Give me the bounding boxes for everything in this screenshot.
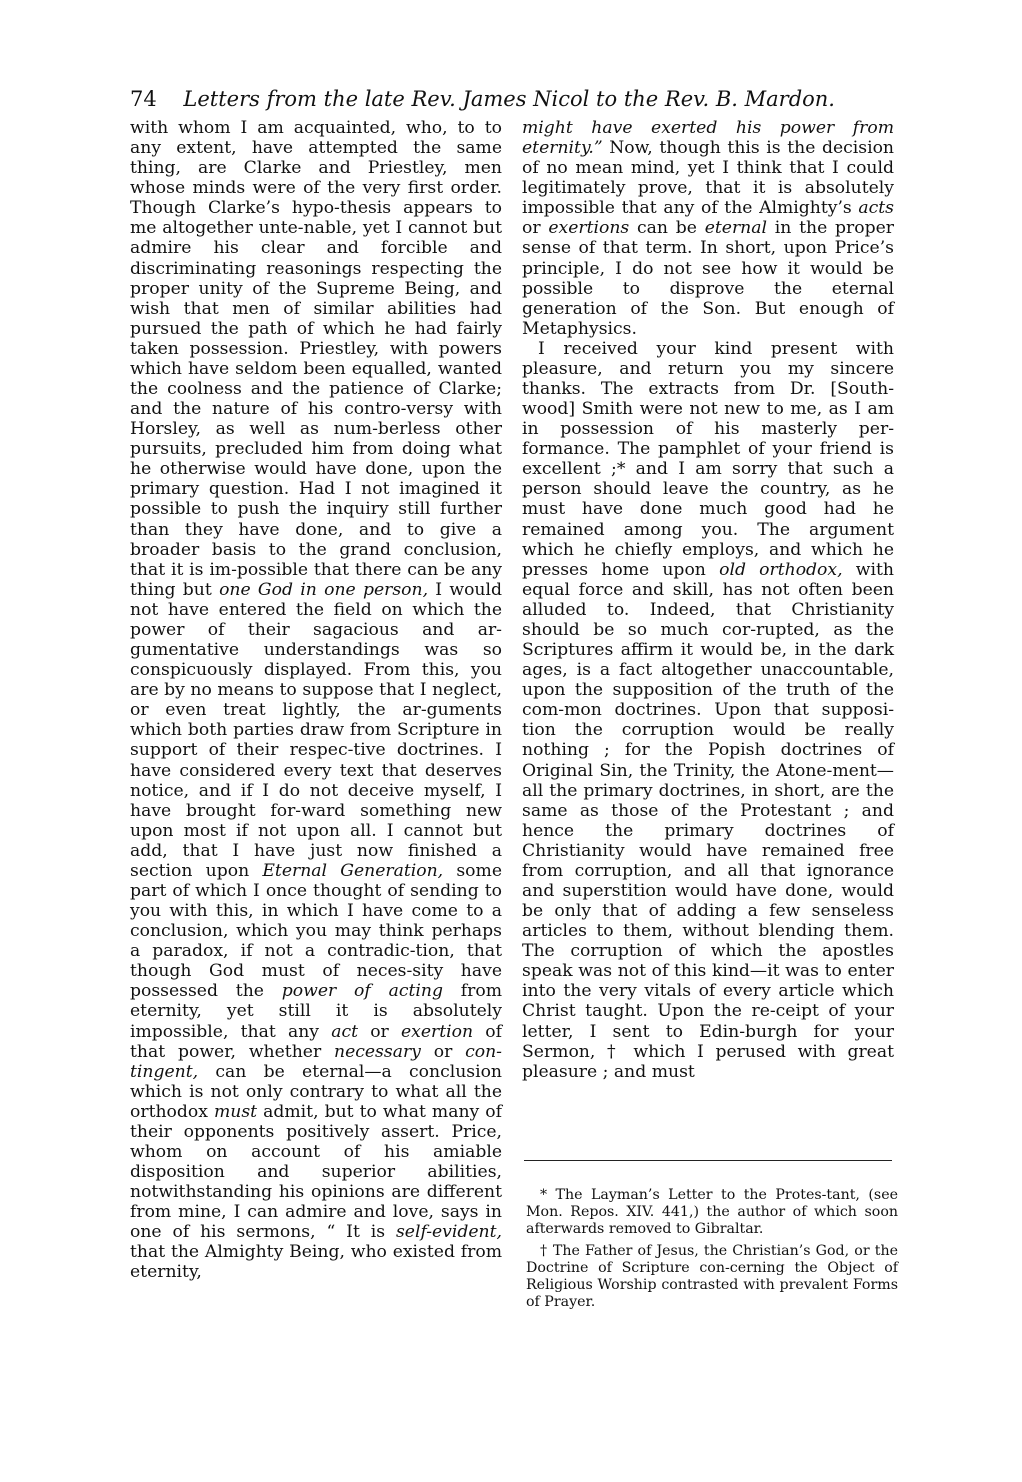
italic-run: self-evident, (395, 1222, 502, 1243)
footnote-rule (524, 1160, 892, 1161)
text-run: can be eternal—a conclusion which is not only contrary to what all the orthodox (130, 1061, 502, 1122)
text-run: or (522, 218, 549, 239)
italic-run: acts (858, 198, 894, 219)
running-title: Letters from the late Rev. James Nicol to the Rev. B. Mardon. (183, 87, 835, 111)
right-column (522, 118, 894, 1082)
text-run: that the Almighty Being, who existed from eternity, (130, 1242, 502, 1283)
italic-run: con-tingent, (130, 1041, 502, 1082)
page-header (130, 86, 910, 112)
footnote-2: † The Father of Jesus, the Christian’s God, or the Doctrine of Scripture con-cerning the Object of Religious Worship contrasted with prevalent Forms of Prayer. (526, 1242, 898, 1311)
text-run: I would not have entered the field on which the power of their sagacious and ar-gumentative understandings was so conspicuously displayed. From this, you are by no means to suppose that I neglect, or even treat lightly, the ar-guments which both parties draw from Scripture in support of their respec-tive doctrines. I have considered every text that deserves notice, and if I do not deceive myself, I have brought for-ward something new upon most if not upon all. I cannot but add, that I have just now finished a section upon (130, 579, 502, 881)
page-number: 74 (130, 87, 157, 111)
italic-run: might have exerted his power from eternity.” (522, 118, 894, 159)
italic-run: exertion (401, 1021, 474, 1042)
text-run: admit, but to what many of their opponents positively assert. Price, whom on account of his amiable disposition and superior abilities, notwithstanding his opinions are different from mine, I can admire and love, says in one of his sermons, “ It is (130, 1101, 502, 1243)
footnote-1: * The Layman’s Letter to the Protes-tant, (see Mon. Repos. XIV. 441,) the author of which soon afterwards removed to Gibraltar. (526, 1187, 898, 1238)
text-run: or (420, 1041, 466, 1062)
text-run: in the proper sense of that term. In short, upon Price’s principle, I do not see how it would be possible to disprove the eternal generation of the Son. But enough of Metaphysics. (522, 218, 894, 339)
italic-run: eternal (704, 218, 767, 239)
text-run: can be (629, 218, 705, 239)
italic-run: power of acting (281, 981, 443, 1002)
italic-run: act (331, 1021, 358, 1042)
text-run: I received your kind present with pleasure, and return you my sincere thanks. The extracts from Dr. [South-wood] Smith were not new to me, as I am in possession of his masterly per-formance. The pamphlet of your friend is excellent ;* and I am sorry that such a person should leave the country, as he must have done much good had he remained among you. The argument which he chiefly employs, and which he presses home upon (522, 338, 894, 580)
italic-run: Eternal Generation, (262, 860, 444, 881)
italic-run: exertions (548, 218, 630, 239)
text-run: some part of which I once thought of sending to you with this, in which I have come to a conclusion, which you may think perhaps a paradox, if not a contradic-tion, that though God must of neces-sity have possessed the (130, 860, 502, 1002)
text-run: from eternity, yet still it is absolutely impossible, that any (130, 981, 503, 1042)
text-run: Now, though this is the decision of no mean mind, yet I think that I could legitimately prove, that it is absolutely impossible that any of the Almighty’s (522, 138, 894, 219)
left-paragraph-1 (130, 118, 502, 1283)
text-run: of that power, whether (130, 1021, 502, 1062)
right-paragraph-1 (522, 118, 894, 339)
italic-run: necessary (334, 1041, 421, 1062)
left-column (130, 118, 502, 1283)
italic-run: old orthodox, (719, 559, 843, 580)
italic-run: must (213, 1101, 258, 1122)
italic-run: one God in one person, (219, 579, 429, 600)
footnotes (526, 1187, 898, 1315)
right-paragraph-2 (522, 339, 894, 1082)
text-run: with whom I am acquainted, who, to to any extent, have attempted the same thing, are Clarke and Priestley, men whose minds were of the very first order. Though Clarke’s hypo-thesis appears to me altogether unte-nable, yet I cannot but admire his clear and forcible and discriminating reasonings respecting the proper unity of the Supreme Being, and wish that men of similar abilities had pursued the path of which he had fairly taken possession. Priestley, with powers which have seldom been equalled, wanted the coolness and the patience of Clarke; and the nature of his contro-versy with Horsley, as well as num-berless other pursuits, precluded him from doing what he otherwise would have done, upon the primary question. Had I not imagined it possible to push the inquiry still further than they have done, and to give a broader basis to the grand conclusion, that it is im-possible that there can be any thing but (130, 118, 502, 600)
text-run: or (358, 1021, 401, 1042)
text-run: with equal force and skill, has not often been alluded to. Indeed, that Christianity should be so much cor-rupted, as the Scriptures affirm it would be, in the dark ages, is a fact altogether unaccountable, upon the supposition of the truth of the com-mon doctrines. Upon that supposi-tion the corruption would be really nothing ; for the Popish doctrines of Original Sin, the Trinity, the Atone-ment—all the primary doctrines, in short, are the same as those of the Protestant ; and hence the primary doctrines of Christianity would have remained free from corruption, and all that ignorance and superstition would have done, would be only that of adding a few senseless articles to them, without blending them. The corruption of which the apostles speak was not of this kind—it was to enter into the very vitals of every article which Christ taught. Upon the re-ceipt of your letter, I sent to Edin-burgh for your Sermon, † which I perused with great pleasure ; and must (522, 559, 894, 1082)
